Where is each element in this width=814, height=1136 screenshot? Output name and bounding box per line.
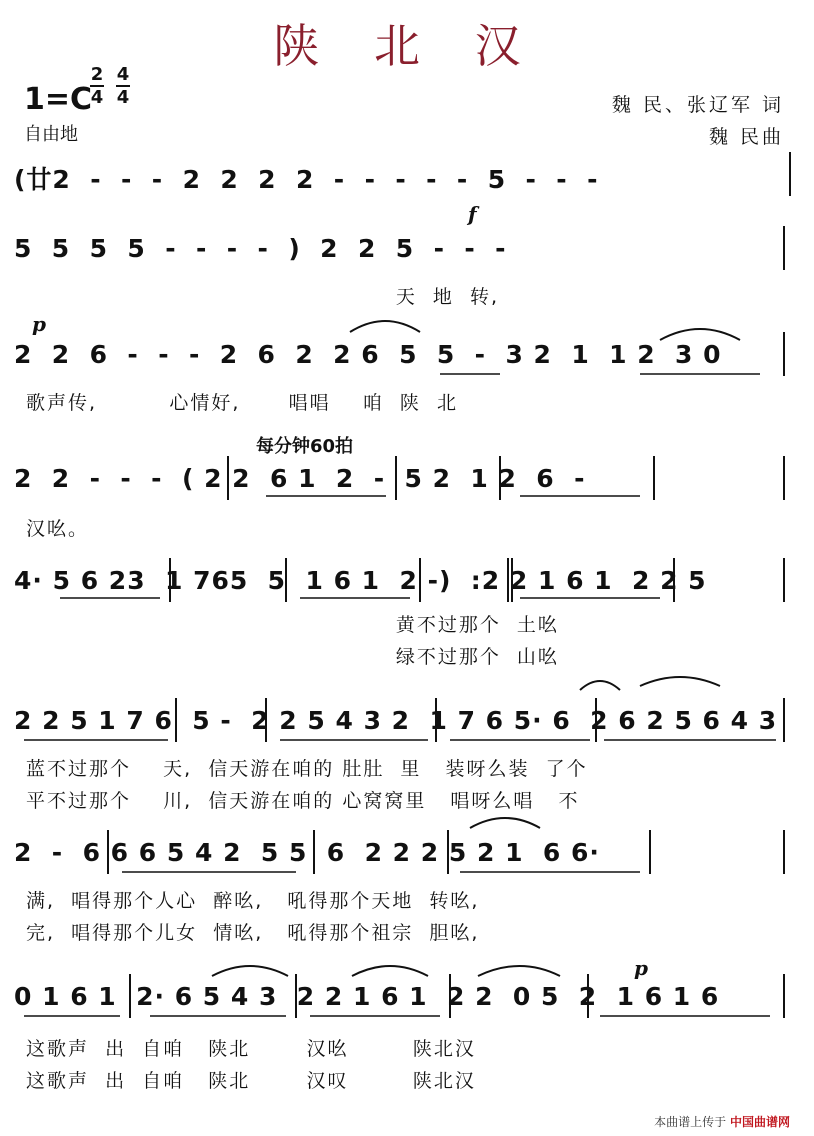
dynamic-piano-2: p bbox=[634, 956, 648, 980]
meter-a-top: 2 bbox=[90, 64, 104, 85]
lyric-line-8a: 这歌声 出 自咱 陕北 汉吆 陕北汉 bbox=[26, 1038, 476, 1060]
meter-a-bottom: 4 bbox=[90, 87, 104, 108]
slur bbox=[212, 966, 288, 976]
lyric-line-2: 天 地 转, bbox=[26, 286, 500, 308]
slur bbox=[478, 966, 560, 976]
music-line-8: 0 1 6 1 2· 6 5 4 3 2 2 1 6 1 2 2 0 5 2 1 6 1 6 bbox=[14, 982, 720, 1011]
footer-prefix: 本曲谱上传于 bbox=[654, 1115, 727, 1129]
lyric-line-7a: 满, 唱得那个人心 醉吆, 吼得那个天地 转吆, bbox=[26, 890, 480, 912]
meter-b-top: 4 bbox=[116, 64, 130, 85]
slur bbox=[352, 966, 428, 976]
slur bbox=[350, 321, 420, 332]
lyric-line-6b: 平不过那个 川, 信天游在咱的 心窝窝里 唱呀么唱 不 bbox=[26, 790, 580, 812]
lyric-line-8b: 这歌声 出 自咱 陕北 汉叹 陕北汉 bbox=[26, 1070, 476, 1092]
music-line-4: 2 2 - - - ( 2 2 6 1 2 - 5 2 1 2 6 - bbox=[14, 464, 586, 493]
slur bbox=[660, 329, 740, 340]
music-line-6: 2 2 5 1 7 6 5 - 2 2 5 4 3 2 1 7 6 5· 6 2 6 2 5 6 4 3 bbox=[14, 706, 778, 735]
bpm-marking: 每分钟60拍 bbox=[256, 436, 354, 457]
lyric-line-3: 歌声传, 心情好, 唱唱 咱 陕 北 bbox=[26, 392, 458, 414]
music-line-7: 2 - 6 6 6 5 4 2 5 5 6 2 2 2 5 2 1 6 6· bbox=[14, 838, 600, 867]
dynamic-piano-1: p bbox=[32, 312, 46, 336]
lyric-line-4: 汉吆。 bbox=[26, 518, 90, 540]
music-line-3: 2 2 6 - - - 2 6 2 2 6 5 5 - 3 2 1 1 2 3 0 bbox=[14, 340, 722, 369]
lyric-line-5a: 黄不过那个 土吆 bbox=[26, 614, 559, 636]
footer-source bbox=[654, 1113, 790, 1130]
slur bbox=[640, 677, 720, 686]
music-line-2: 5 5 5 5 - - - - ) 2 2 5 - - - bbox=[14, 234, 507, 263]
lyricist-credit: 魏 民、张辽军 词 bbox=[611, 94, 784, 116]
lyric-line-7b: 完, 唱得那个儿女 情吆, 吼得那个祖宗 胆吆, bbox=[26, 922, 480, 944]
song-title: 陕 北 汉 bbox=[273, 19, 541, 73]
slur bbox=[470, 818, 540, 828]
music-line-5: 4· 5 6 23 1 765 5 1 6 1 2 -) :2 2 1 6 1 2 2 5 bbox=[14, 566, 707, 595]
tempo-marking: 自由地 bbox=[24, 124, 78, 145]
lyric-line-6a: 蓝不过那个 天, 信天游在咱的 肚肚 里 装呀么装 了个 bbox=[26, 758, 588, 780]
key-signature: 1=C bbox=[24, 82, 93, 117]
dynamic-forte: f bbox=[468, 202, 477, 226]
music-line-1: (廿2 - - - 2 2 2 2 - - - - - 5 - - - bbox=[14, 165, 599, 194]
slur bbox=[580, 681, 620, 690]
lyric-line-5b: 绿不过那个 山吆 bbox=[26, 646, 559, 668]
meter-b-bottom: 4 bbox=[116, 87, 130, 108]
composer-credit: 魏 民曲 bbox=[708, 126, 784, 148]
footer-site[interactable]: 中国曲谱网 bbox=[729, 1115, 790, 1129]
